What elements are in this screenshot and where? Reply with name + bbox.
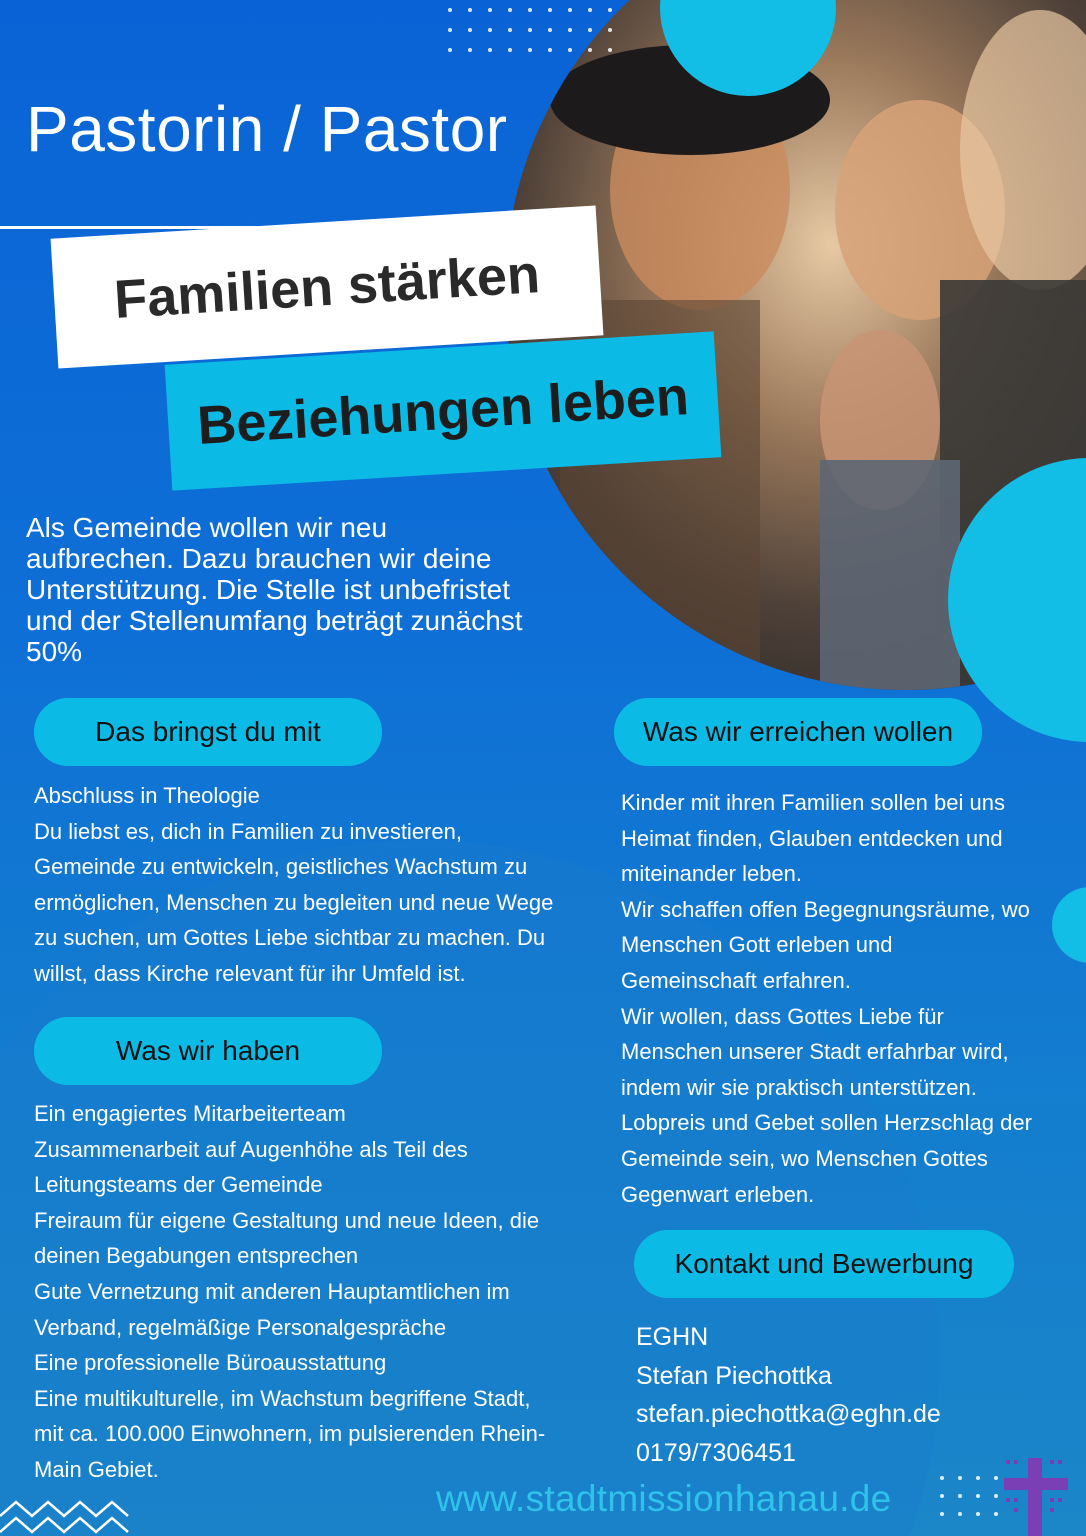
- text-line: Lobpreis und Gebet sollen Herzschlag der: [621, 1110, 1032, 1136]
- section-was-wir-haben: [34, 1096, 545, 1488]
- heading-was-wir-erreichen-wollen: Was wir erreichen wollen: [614, 698, 982, 766]
- text-line: Kinder mit ihren Familien sollen bei uns: [621, 790, 1005, 815]
- page-title: Pastorin / Pastor: [26, 93, 508, 165]
- text-line: Zusammenarbeit auf Augenhöhe als Teil des: [34, 1136, 468, 1162]
- text-line: Verband, regelmäßige Personalgespräche: [34, 1314, 447, 1340]
- text-line: Gemeinde zu entwickeln, geistliches Wachstum zu: [34, 854, 528, 880]
- text-line: Gemeinde sein, wo Menschen Gottes: [621, 1145, 988, 1171]
- text-line: willst, dass Kirche relevant für ihr Umfeld ist.: [34, 960, 466, 986]
- intro-line: und der Stellenumfang beträgt zunächst: [26, 605, 523, 636]
- intro-line: Unterstützung. Die Stelle ist unbefristet: [26, 574, 511, 605]
- text-line: indem wir sie praktisch unterstützen.: [621, 1074, 977, 1100]
- heading-was-wir-haben: Was wir haben: [34, 1017, 382, 1085]
- intro-text: [26, 512, 626, 667]
- intro-line: Als Gemeinde wollen wir neu: [26, 512, 388, 543]
- text-line: ermöglichen, Menschen zu begleiten und neue Wege: [34, 889, 554, 915]
- text-line: Gemeinschaft erfahren.: [621, 967, 851, 993]
- text-line: Menschen unserer Stadt erfahrbar wird,: [621, 1039, 1009, 1065]
- cross-logo-icon: [1004, 1458, 1068, 1536]
- text-line: Heimat finden, Glauben entdecken und: [621, 825, 1003, 851]
- contact-email-link[interactable]: stefan.piechottka@eghn.de: [636, 1400, 941, 1428]
- contact-organisation: EGHN: [636, 1323, 709, 1351]
- text-line: Gute Vernetzung mit anderen Hauptamtlichen im: [34, 1278, 510, 1304]
- text-line: Leitungsteams der Gemeinde: [34, 1172, 323, 1198]
- text-line: Du liebst es, dich in Familien zu investieren,: [34, 818, 462, 844]
- text-line: Eine professionelle Büroausstattung: [34, 1350, 387, 1376]
- intro-line: aufbrechen. Dazu brauchen wir deine: [26, 543, 492, 574]
- text-line: Wir schaffen offen Begegnungsräume, wo: [621, 896, 1030, 922]
- text-line: Freiraum für eigene Gestaltung und neue Ideen, die: [34, 1207, 540, 1233]
- text-line: mit ca. 100.000 Einwohnern, im pulsierenden Rhein-: [34, 1421, 546, 1447]
- text-line: Ein engagiertes Mitarbeiterteam: [34, 1101, 346, 1126]
- text-line: Menschen Gott erleben und: [621, 932, 893, 958]
- text-line: Gegenwart erleben.: [621, 1181, 815, 1207]
- text-line: zu suchen, um Gottes Liebe sichtbar zu machen. Du: [34, 925, 546, 951]
- text-line: deinen Begabungen entsprechen: [34, 1243, 359, 1269]
- banner-familien-staerken: Familien stärken: [51, 205, 604, 368]
- dot-grid-bottom: [940, 1476, 998, 1516]
- text-line: Abschluss in Theologie: [34, 783, 260, 808]
- website-link[interactable]: www.stadtmissionhanau.de: [436, 1478, 892, 1519]
- contact-name: Stefan Piechottka: [636, 1361, 832, 1390]
- dot-grid-top: [448, 8, 612, 52]
- text-line: Wir wollen, dass Gottes Liebe für: [621, 1003, 944, 1029]
- contact-phone[interactable]: 0179/7306451: [636, 1438, 796, 1467]
- section-was-wir-erreichen-wollen: [621, 785, 1032, 1212]
- intro-line: 50%: [26, 636, 83, 667]
- heading-kontakt-und-bewerbung: Kontakt und Bewerbung: [634, 1230, 1014, 1298]
- contact-block: [636, 1318, 941, 1472]
- heading-das-bringst-du-mit: Das bringst du mit: [34, 698, 382, 766]
- section-das-bringst-du-mit: [34, 778, 553, 992]
- text-line: Main Gebiet.: [34, 1456, 159, 1482]
- banner-beziehungen-leben: Beziehungen leben: [165, 331, 722, 490]
- text-line: Eine multikulturelle, im Wachstum begriffene Stadt,: [34, 1385, 531, 1411]
- text-line: miteinander leben.: [621, 861, 803, 887]
